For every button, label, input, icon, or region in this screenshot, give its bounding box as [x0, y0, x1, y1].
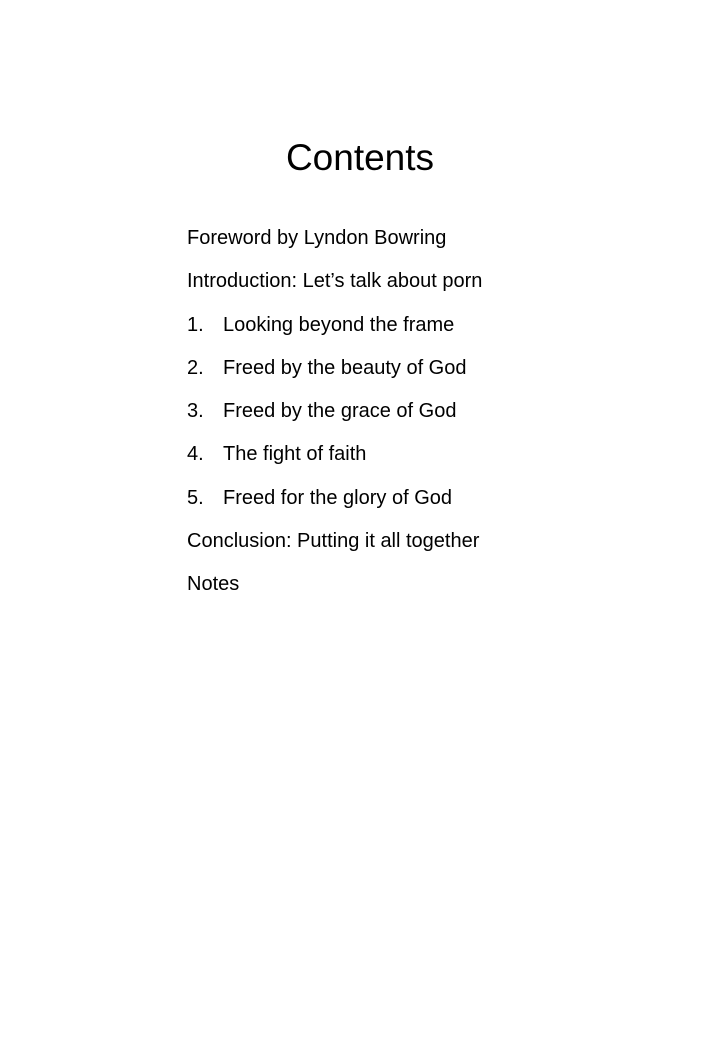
toc-entry-chapter-3 [187, 395, 647, 438]
toc-entry-chapter-5 [187, 482, 647, 525]
toc-entry-text: Introduction: Let’s talk about porn [187, 270, 483, 293]
toc-entry-conclusion [187, 525, 647, 568]
toc-entry-chapter-4 [187, 438, 647, 481]
toc-entry-text: Freed for the glory of God [223, 486, 453, 509]
toc-entry-number: 5. [187, 486, 204, 509]
toc-entry-number: 3. [187, 400, 204, 423]
toc-entry-number: 4. [187, 443, 204, 466]
toc-entry-text: Notes [187, 573, 240, 596]
toc-entry-number: 1. [187, 313, 204, 336]
toc-entry-chapter-2 [187, 352, 647, 395]
toc-entry-text: Conclusion: Putting it all together [187, 530, 480, 553]
toc-entry-text: The fight of faith [223, 443, 367, 466]
table-of-contents [187, 222, 647, 612]
toc-entry-text: Freed by the beauty of God [223, 356, 467, 379]
toc-entry-introduction [187, 265, 647, 308]
toc-entry-text: Looking beyond the frame [223, 313, 455, 336]
toc-entry-chapter-1 [187, 309, 647, 352]
toc-entry-text: Foreword by Lyndon Bowring [187, 227, 447, 249]
toc-entry-number: 2. [187, 356, 204, 379]
page-title: Contents [285, 137, 435, 178]
toc-entry-foreword [187, 222, 647, 265]
toc-entry-text: Freed by the grace of God [223, 400, 457, 423]
toc-entry-notes [187, 568, 647, 611]
